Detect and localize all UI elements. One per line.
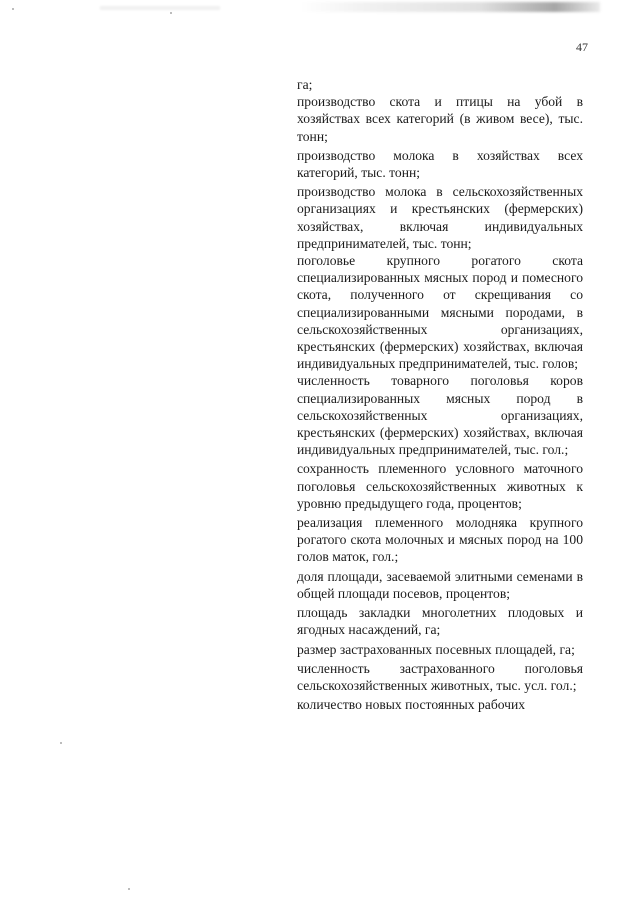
paragraph-new-jobs: количество новых постоянных рабочих xyxy=(297,697,526,713)
scan-speck xyxy=(12,8,14,10)
scan-speck xyxy=(128,888,130,890)
paragraph-commercial-cows: численность товарного поголовья коров специализированных мясных пород в сельскохозяйственных организациях, крестьянских (фермерских) хозяйствах, включая индивидуальных предпринимателей, тыс. гол.; xyxy=(297,373,583,458)
document-body xyxy=(297,76,583,713)
page-number: 47 xyxy=(576,40,588,54)
text-line-ha: га; xyxy=(297,77,313,92)
scan-speck xyxy=(170,12,172,14)
scan-speck xyxy=(60,742,62,744)
paragraph-milk-all-categories: производство молока в хозяйствах всех категорий, тыс. тонн; xyxy=(297,147,583,181)
paragraph-insured-crop-area: размер застрахованных посевных площадей, га; xyxy=(297,641,575,657)
paragraph-insured-livestock: численность застрахованного поголовья сельскохозяйственных животных, тыс. усл. гол.; xyxy=(297,660,583,693)
paragraph-livestock-slaughter: производство скота и птицы на убой в хозяйствах всех категорий (в живом весе), тыс. тонн; xyxy=(297,94,583,144)
scan-shadow-top-left xyxy=(100,6,220,10)
paragraph-orchard-planting-area: площадь закладки многолетних плодовых и ягодных насаждений, га; xyxy=(297,605,583,638)
paragraph-breeding-stock-retention: сохранность племенного условного маточного поголовья сельскохозяйственных животных к уровню предыдущего года, процентов; xyxy=(297,461,583,511)
paragraph-beef-cattle-population: поголовье крупного рогатого скота специализированных мясных пород и помесного скота, полученного от скрещивания со специализированными мясными породами, в сельскохозяйственных организациях, крестьянских (фермерских) хозяйствах, включая индивидуальных предпринимателей, тыс. голов; xyxy=(297,253,583,372)
scan-shadow-top xyxy=(300,2,600,12)
paragraph-elite-seeds-share: доля площади, засеваемой элитными семенами в общей площади посевов, процентов; xyxy=(297,568,583,601)
paragraph-milk-agricultural-orgs: производство молока в сельскохозяйственных организациях и крестьянских (фермерских) хозяйствах, включая индивидуальных предпринимателей, тыс. тонн; xyxy=(297,184,583,251)
paragraph-breeding-young-sales: реализация племенного молодняка крупного рогатого скота молочных и мясных пород на 100 голов маток, гол.; xyxy=(297,515,583,565)
